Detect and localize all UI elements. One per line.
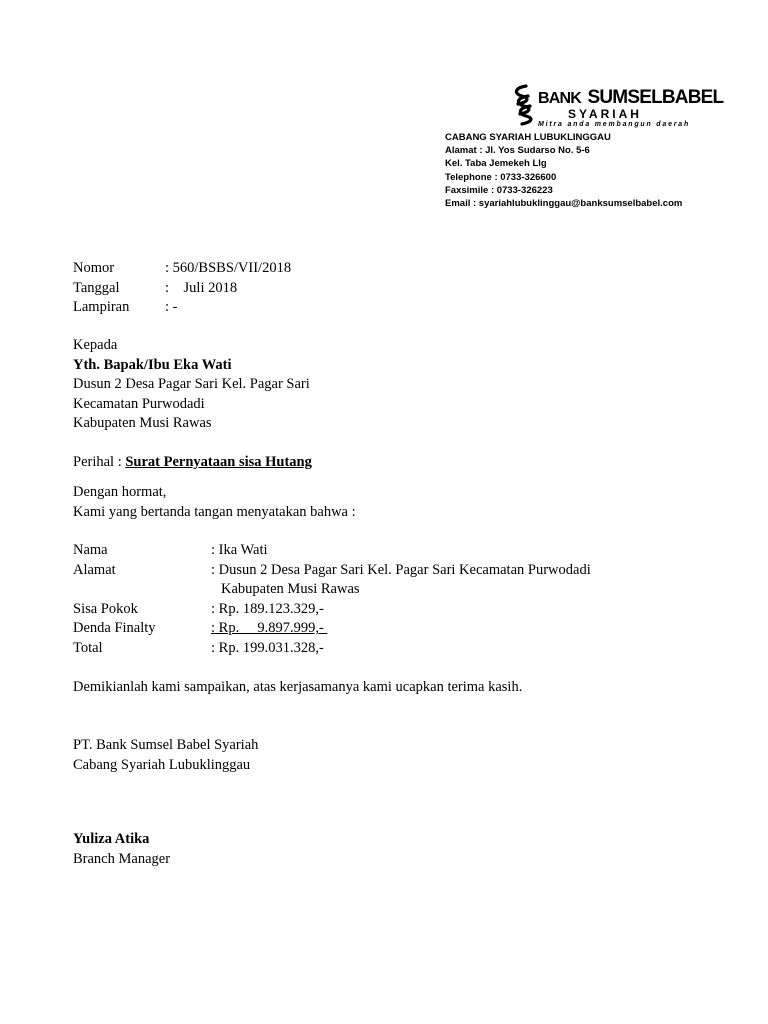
lampiran-label: Lampiran (73, 299, 130, 315)
lampiran-value: : - (165, 299, 178, 315)
branch-district: Kel. Taba Jemekeh Llg (445, 158, 547, 170)
denda-label: Denda Finalty (73, 620, 156, 636)
recipient-kepada: Kepada (73, 337, 118, 353)
branch-name: CABANG SYARIAH LUBUKLINGGAU (445, 132, 611, 143)
denda-value: : Rp. 9.897.999,- (211, 620, 328, 636)
recipient-block (73, 336, 310, 434)
alamat-value-2: Kabupaten Musi Rawas (221, 581, 360, 597)
recipient-name: Yth. Bapak/Ibu Eka Wati (73, 356, 232, 373)
opening-block (73, 483, 356, 522)
logo-tagline: Mitra anda membangun daerah (538, 121, 691, 128)
meta-nomor (73, 259, 433, 279)
meta-lampiran (73, 298, 433, 318)
debt-details (73, 541, 693, 658)
letterhead-info (445, 131, 682, 210)
subject-line (73, 453, 312, 473)
detail-sisa-pokok (73, 600, 693, 620)
sender-company: PT. Bank Sumsel Babel Syariah (73, 737, 259, 753)
nama-value: : Ika Wati (211, 542, 268, 558)
detail-denda (73, 619, 693, 639)
recipient-address-1: Dusun 2 Desa Pagar Sari Kel. Pagar Sari (73, 376, 310, 392)
logo-subword: SYARIAH (568, 107, 642, 121)
nama-label: Nama (73, 542, 108, 558)
branch-telephone: Telephone : 0733-326600 (445, 171, 557, 183)
tanggal-value: : Juli 2018 (165, 279, 238, 296)
tanggal-label: Tanggal (73, 279, 120, 296)
nomor-label: Nomor (73, 260, 115, 276)
logo-wordmark: BANK SUMSELBABEL (538, 87, 724, 108)
detail-total (73, 639, 693, 659)
closing-sentence: Demikianlah kami sampaikan, atas kerjasamanya kami ucapkan terima kasih. (73, 679, 523, 695)
signatory-name: Yuliza Atika (73, 831, 150, 847)
greeting: Dengan hormat, (73, 484, 167, 500)
total-label: Total (73, 639, 103, 656)
sisa-pokok-value: : Rp. 189.123.329,- (211, 600, 324, 617)
subject-label: Perihal : (73, 454, 126, 470)
meta-tanggal (73, 279, 433, 299)
sender-block (73, 736, 258, 775)
detail-alamat (73, 561, 693, 581)
signatory-title: Branch Manager (73, 850, 171, 867)
nomor-value: : 560/BSBS/VII/2018 (165, 260, 292, 276)
detail-alamat-cont (73, 580, 693, 600)
recipient-address-3: Kabupaten Musi Rawas (73, 415, 212, 431)
bank-logo-mark-icon (508, 84, 538, 126)
branch-email: Email : syariahlubuklinggau@banksumselbabel.com (445, 198, 683, 210)
total-value: : Rp. 199.031.328,- (211, 639, 324, 656)
closing-block (73, 678, 522, 698)
sender-branch: Cabang Syariah Lubuklinggau (73, 756, 251, 773)
sisa-pokok-label: Sisa Pokok (73, 600, 138, 617)
subject-value: Surat Pernyataan sisa Hutang (125, 454, 312, 470)
branch-fax: Faxsimile : 0733-326223 (445, 184, 553, 196)
signatory-block (73, 830, 170, 869)
letter-meta (73, 259, 433, 318)
opening-statement: Kami yang bertanda tangan menyatakan bahwa : (73, 503, 356, 520)
alamat-label: Alamat (73, 561, 116, 578)
detail-nama (73, 541, 693, 561)
recipient-address-2: Kecamatan Purwodadi (73, 395, 205, 412)
alamat-value: : Dusun 2 Desa Pagar Sari Kel. Pagar Sari Kecamatan Purwodadi (211, 561, 591, 578)
bank-logo (508, 84, 724, 132)
branch-address: Alamat : Jl. Yos Sudarso No. 5-6 (445, 145, 590, 157)
